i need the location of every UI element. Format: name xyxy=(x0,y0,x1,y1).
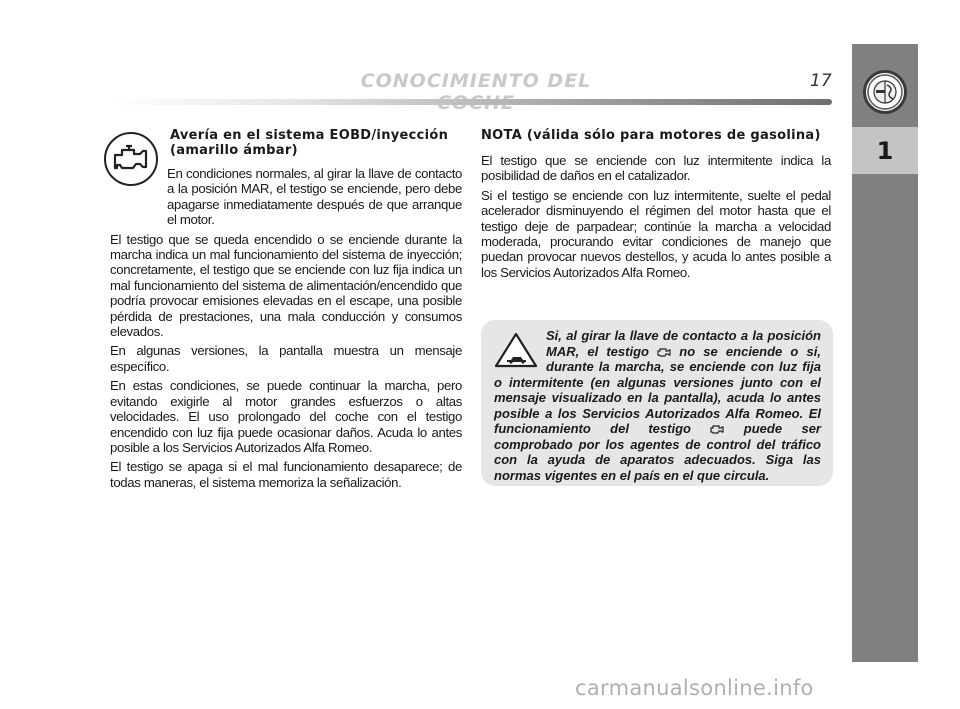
right-paragraph-1: El testigo que se enciende con luz intermitente indica la posibilidad de daños en el catalizador. xyxy=(481,153,831,184)
chapter-number: 1 xyxy=(852,127,918,174)
alfa-romeo-logo-icon xyxy=(863,70,907,114)
page-number: 17 xyxy=(810,71,832,91)
engine-check-inline-icon xyxy=(657,345,671,355)
warning-text-part-3: puede ser comprobado por los agentes de control del tráfico con la ayuda de aparatos adecuados. Siga las normas vigentes en el país en el que circula. xyxy=(494,421,821,483)
right-column xyxy=(481,128,831,284)
header-rule xyxy=(110,99,832,105)
petrol-note-title: NOTA (válida sólo para motores de gasolina) xyxy=(481,128,821,143)
page-header-title: CONOCIMIENTO DEL xyxy=(360,70,592,92)
left-paragraph-5: El testigo se apaga si el mal funcionamiento desaparece; de todas maneras, el sistema memoriza la señalización. xyxy=(110,459,462,490)
eobd-fault-title: Avería en el sistema EOBD/inyección (amarillo ámbar) xyxy=(170,128,449,158)
left-paragraph-3: En algunas versiones, la pantalla muestra un mensaje específico. xyxy=(110,343,462,374)
right-paragraph-2: Si el testigo se enciende con luz intermitente, suelte el pedal acelerador disminuyendo el régimen del motor hasta que el testigo deje de parpadear; continúe la marcha a velocidad moderada, procurando evitar condiciones de manejo que puedan provocar nuevos destellos, y acuda lo antes posible a los Servicios Autorizados Alfa Romeo. xyxy=(481,187,831,280)
warning-text-part-2: no se enciende o si, durante la marcha, se enciende con luz fija o intermitente (en algunas versiones junto con el mensaje visualizado en la pantalla), acuda lo antes posible a los Servicios Autorizados Alfa Romeo. El funcionamiento del testigo xyxy=(494,343,821,436)
engine-check-inline-icon-2 xyxy=(710,422,724,432)
left-column xyxy=(110,128,462,494)
warning-box xyxy=(481,320,833,486)
left-paragraph-4: En estas condiciones, se puede continuar la marcha, pero evitando exigirle al motor grandes esfuerzos o altas velocidades. El uso prolongado del coche con el testigo encendido con luz fija puede ocasionar daños. Acuda lo antes posible a los Servicios Autorizados Alfa Romeo. xyxy=(110,378,462,455)
left-paragraph-2: El testigo que se queda encendido o se enciende durante la marcha indica un mal funcionamiento del sistema de inyección; concretamente, el testigo que se enciende con luz fija indica un mal funcionamiento del sistema de alimentación/encendido que podría provocar emisiones elevadas en el escape, una posible pérdida de prestaciones, una mala conducción y consumos elevados. xyxy=(110,231,462,340)
site-watermark: carmanualsonline.info xyxy=(575,676,814,700)
warning-text-part-1: Si, al girar la llave de contacto a la posición MAR, el testigo xyxy=(546,328,821,359)
warning-triangle-icon xyxy=(494,332,538,368)
left-paragraph-1: En condiciones normales, al girar la llave de contacto a la posición MAR, el testigo se enciende, pero debe apagarse inmediatamente después de que arranque el motor. xyxy=(167,166,462,228)
